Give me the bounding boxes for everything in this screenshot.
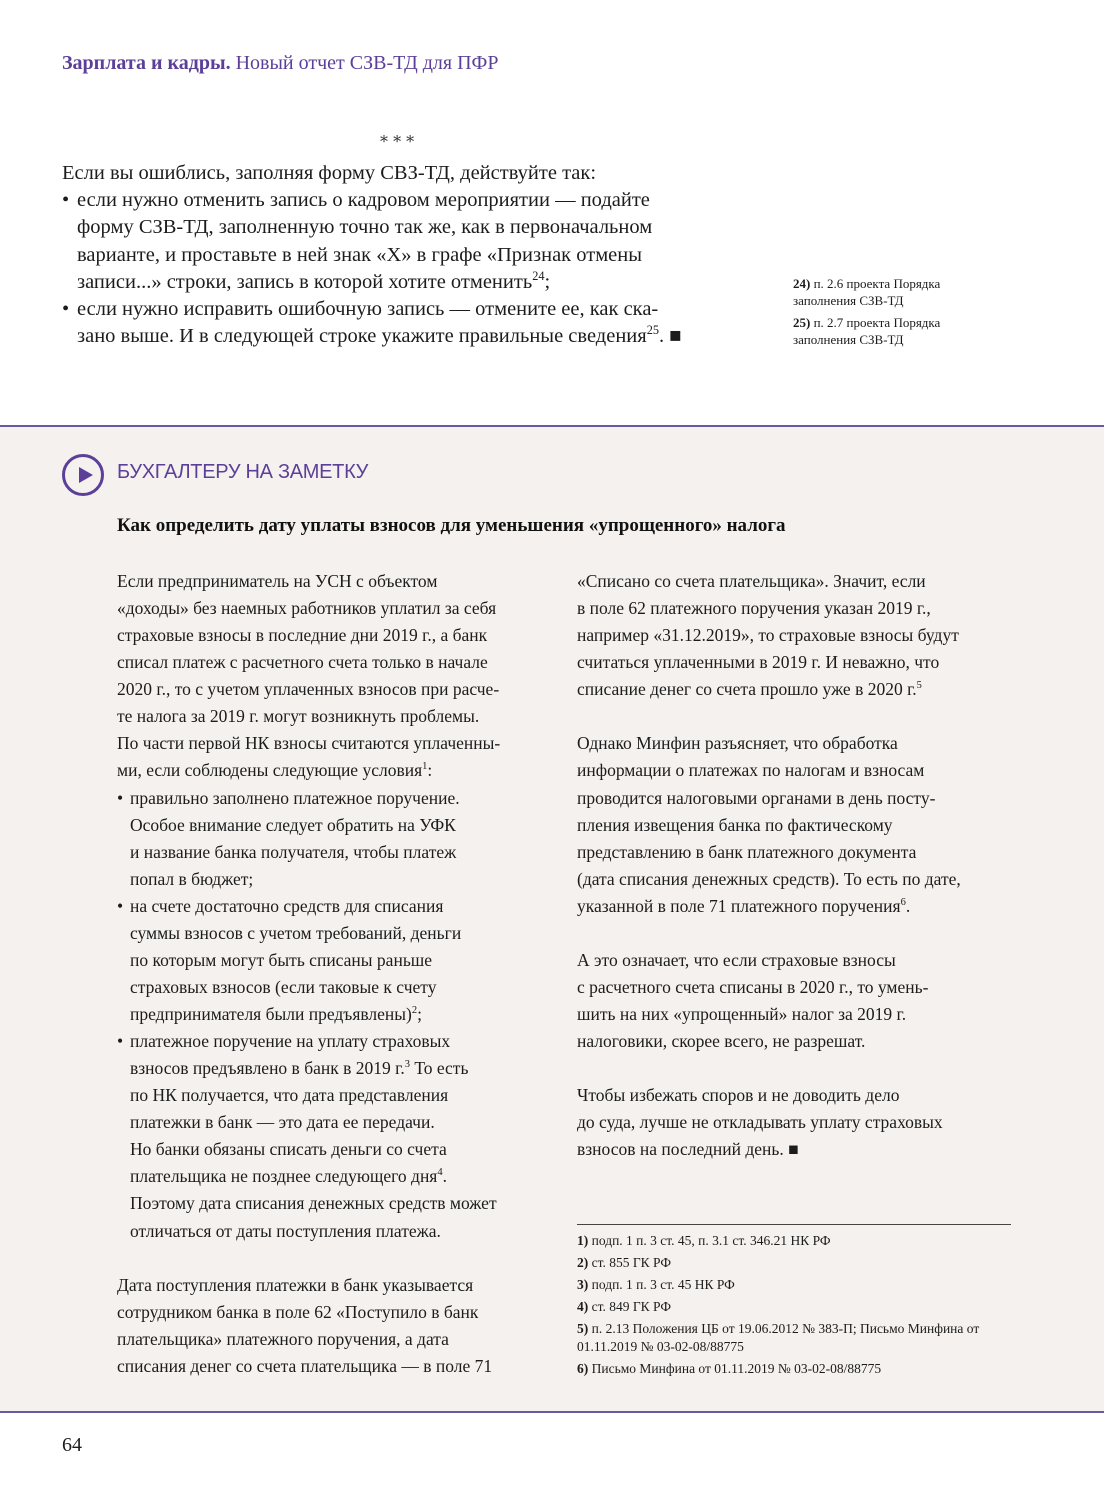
line-text: Если предприниматель на УСН с объектом [117,571,438,591]
text-line [117,947,500,974]
line-tail: . [442,1166,447,1187]
line-tail: То есть [409,1058,469,1079]
text-line [117,1082,500,1109]
line-tail: . [905,895,911,916]
line-text: шить на них «упрощенный» налог за 2019 г. [577,1004,907,1024]
line-tail: : [427,760,433,781]
line-text: (дата списания денежных средств). То есть по дате, [577,868,961,889]
line-text: налоговики, скорее всего, не разрешат. [577,1031,866,1052]
text-line [117,812,500,839]
text-line [117,730,500,757]
text-line [577,812,961,839]
footnote-ref[interactable]: 5 [916,680,922,692]
text-line [62,323,742,350]
line-text: указанной в поле 71 платежного поручения [577,895,901,916]
text-line [117,568,500,595]
text-line [117,1190,500,1217]
line-text: правильно заполнено платежное поручение. [130,787,460,808]
text-line [577,595,961,622]
page-number: 64 [62,1434,82,1456]
text-line [62,269,742,296]
text-line [117,920,500,947]
line-text: до суда, лучше не откладывать уплату страховых [577,1112,943,1133]
running-header [62,52,498,75]
text-line [577,1001,961,1028]
line-text: По части первой НК взносы считаются уплаченны- [117,733,501,754]
sidenotes [793,275,1003,353]
footnote-ref[interactable]: 1 [422,761,428,773]
text-line [577,893,961,920]
line-text: страховые взносы в последние дни 2019 г., а банк [117,625,488,646]
line-text: если нужно отменить запись о кадровом мероприятии — подайте [77,189,650,212]
line-text: Особое внимание следует обратить на УФК [130,814,456,835]
line-text: записи...» строки, запись в которой хотите отменить [77,270,533,293]
footnote-ref[interactable]: 24 [532,268,545,283]
footnote-number: 1) [577,1233,589,1248]
line-text: на счете достаточно средств для списания [130,895,444,916]
footnote [577,1276,1017,1294]
text-line [117,1299,500,1326]
text-line [117,1326,500,1353]
line-text: с расчетного счета списаны в 2020 г., то умень- [577,976,929,997]
bullet-line [117,1028,500,1055]
separator: * * * [380,132,415,151]
line-text: суммы взносов с учетом требований, деньги [130,922,462,943]
footnote [577,1232,1017,1250]
line-text: в поле 62 платежного поручения указан 2019 г., [577,598,931,619]
text-line [577,1109,961,1136]
text-line [117,1136,500,1163]
text-line [577,785,961,812]
footnote-number: 4) [577,1299,589,1314]
text-line [577,676,961,703]
text-line [577,1082,961,1109]
line-text: если нужно исправить ошибочную запись — отмените ее, как ска- [77,298,659,321]
text-line [117,649,500,676]
text-line [117,1272,500,1299]
line-text: и название банка получателя, чтобы платеж [130,841,457,862]
line-text: проводится налоговыми органами в день посту- [577,787,936,808]
line-text: варианте, и проставьте в ней знак «Х» в графе «Признак отмены [77,243,643,266]
footnotes [577,1232,1017,1382]
bullet-line [117,785,500,812]
bullet-line [117,893,500,920]
text-line [577,1028,961,1055]
footnote-text: Письмо Минфина от 01.11.2019 № 03-02-08/88775 [591,1361,882,1376]
line-text: зано выше. И в следующей строке укажите правильные сведения [77,325,647,348]
text-line [117,703,500,730]
line-text: Чтобы избежать споров и не доводить дело [577,1085,900,1106]
box-title: Как определить дату уплаты взносов для уменьшения «упрощенного» налога [117,515,786,536]
text-line [577,1136,961,1163]
line-text: списания денег со счета плательщика — в поле 71 [117,1355,493,1376]
footnote-number: 6) [577,1361,589,1376]
footnote-number: 3) [577,1277,589,1292]
text-line [117,595,500,622]
footnote-ref[interactable]: 2 [411,1005,418,1017]
line-text: списал платеж с расчетного счета только в начале [117,652,488,673]
footnote-ref[interactable]: 4 [437,1167,443,1179]
text-line [117,839,500,866]
line-text: взносов на последний день. ■ [577,1139,799,1160]
line-text: плательщика» платежного поручения, а дата [117,1328,449,1349]
text-line [577,703,961,730]
footnote-number: 5) [577,1321,589,1336]
line-text: Поэтому дата списания денежных средств может [130,1193,497,1214]
play-circle-icon [62,454,104,496]
line-tail: . ■ [659,325,682,348]
text-line [117,866,500,893]
line-text: «Списано со счета плательщика». Значит, если [577,571,926,591]
text-line [62,214,742,241]
line-text: информации о платежах по налогам и взносам [577,760,925,781]
bullet-icon: • [117,895,124,916]
text-line [577,568,961,595]
line-text: плательщика не позднее следующего дня [130,1166,438,1187]
line-text: Но банки обязаны списать деньги со счета [130,1139,447,1160]
footnote-number: 2) [577,1255,589,1270]
line-text: например «31.12.2019», то страховые взносы будут [577,625,959,646]
footnote-text: п. 2.13 Положения ЦБ от 19.06.2012 № 383-П; Письмо Минфина от 01.11.2019 № 03-02-08/88775 [577,1321,980,1354]
text-line [62,242,742,269]
line-text: А это означает, что если страховые взносы [577,949,896,970]
header-section: Зарплата и кадры. [62,52,231,74]
line-text: по НК получается, что дата представления [130,1085,449,1106]
bullet-icon: • [117,1031,124,1052]
text-line [117,622,500,649]
text-line [117,1353,500,1380]
bullet-line [62,296,742,323]
bullet-icon: • [62,189,70,212]
line-text: ми, если соблюдены следующие условия [117,760,423,781]
footnote-number: 25) [793,315,811,330]
text-line [117,1245,500,1272]
line-text: 2020 г., то с учетом уплаченных взносов при расче- [117,679,500,700]
line-text: платежки в банк — это дата ее передачи. [130,1112,435,1133]
text-line [117,974,500,1001]
line-text: отличаться от даты поступления платежа. [130,1220,441,1241]
line-text: страховых взносов (если таковые к счету [130,976,437,997]
text-line [577,920,961,947]
line-text: попал в бюджет; [130,868,254,889]
line-text: те налога за 2019 г. могут возникнуть проблемы. [117,706,480,727]
footnote-divider [577,1224,1011,1225]
bullet-icon: • [62,298,70,321]
text-line [117,757,500,784]
footnote-text: подп. 1 п. 3 ст. 45, п. 3.1 ст. 346.21 НК РФ [591,1233,831,1248]
intro-text [62,160,742,350]
text-line [577,866,961,893]
text-line [117,1055,500,1082]
text-line [577,622,961,649]
footnote-number: 24) [793,276,811,291]
line-text: списание денег со счета прошло уже в 2020 г. [577,679,917,700]
text-line [577,1055,961,1082]
line-text: платежное поручение на уплату страховых [130,1031,451,1052]
footnote-text: подп. 1 п. 3 ст. 45 НК РФ [591,1277,735,1292]
bullet-icon: • [117,787,124,808]
text-line [117,1218,500,1245]
line-tail: ; [417,1004,423,1024]
text-line [577,839,961,866]
text-line [117,1001,500,1028]
text-line [117,1109,500,1136]
footnote [577,1298,1017,1316]
line-text: форму СЗВ-ТД, заполненную точно так же, как в первоначальном [77,216,653,239]
footnote-ref[interactable]: 25 [646,323,659,338]
footnote [793,275,1003,309]
footnote-ref[interactable]: 6 [900,896,906,908]
line-text: «доходы» без наемных работников уплатил за себя [117,598,497,619]
footnote-text: ст. 855 ГК РФ [591,1255,672,1270]
text-line [117,1163,500,1190]
left-column [117,568,500,1380]
footnote-ref[interactable]: 3 [404,1059,410,1071]
text-line [577,649,961,676]
header-title: Новый отчет СЗВ-ТД для ПФР [235,52,499,74]
note-box [0,425,1104,1413]
text-line [117,676,500,703]
footnote-text: п. 2.7 проекта Порядка заполнения СЗВ-ТД [793,315,941,347]
section-label: БУХГАЛТЕРУ НА ЗАМЕТКУ [117,461,369,483]
line-text: Однако Минфин разъясняет, что обработка [577,733,898,754]
footnote [577,1254,1017,1272]
footnote-text: п. 2.6 проекта Порядка заполнения СЗВ-ТД [793,276,941,308]
line-text: взносов предъявлено в банк в 2019 г. [130,1058,405,1079]
line-text: представлению в банк платежного документа [577,841,917,862]
footnote [577,1320,1017,1356]
footnote [577,1360,1017,1378]
bullet-line [62,187,742,214]
line-text: предпринимателя были предъявлены) [130,1004,412,1024]
text-line [62,160,742,187]
line-tail: ; [544,270,551,293]
text-line [577,974,961,1001]
text-line [577,947,961,974]
line-text: Дата поступления платежки в банк указывается [117,1274,474,1295]
footnote [793,314,1003,348]
footnote-text: ст. 849 ГК РФ [591,1299,672,1314]
line-text: по которым могут быть списаны раньше [130,949,433,970]
line-text: сотрудником банка в поле 62 «Поступило в банк [117,1301,479,1322]
line-text: считаться уплаченными в 2019 г. И неважно, что [577,652,940,673]
line-text: пления извещения банка по фактическому [577,814,893,835]
right-column [577,568,961,1163]
line-text: Если вы ошиблись, заполняя форму СВЗ-ТД, действуйте так: [62,162,597,184]
text-line [577,757,961,784]
text-line [577,730,961,757]
